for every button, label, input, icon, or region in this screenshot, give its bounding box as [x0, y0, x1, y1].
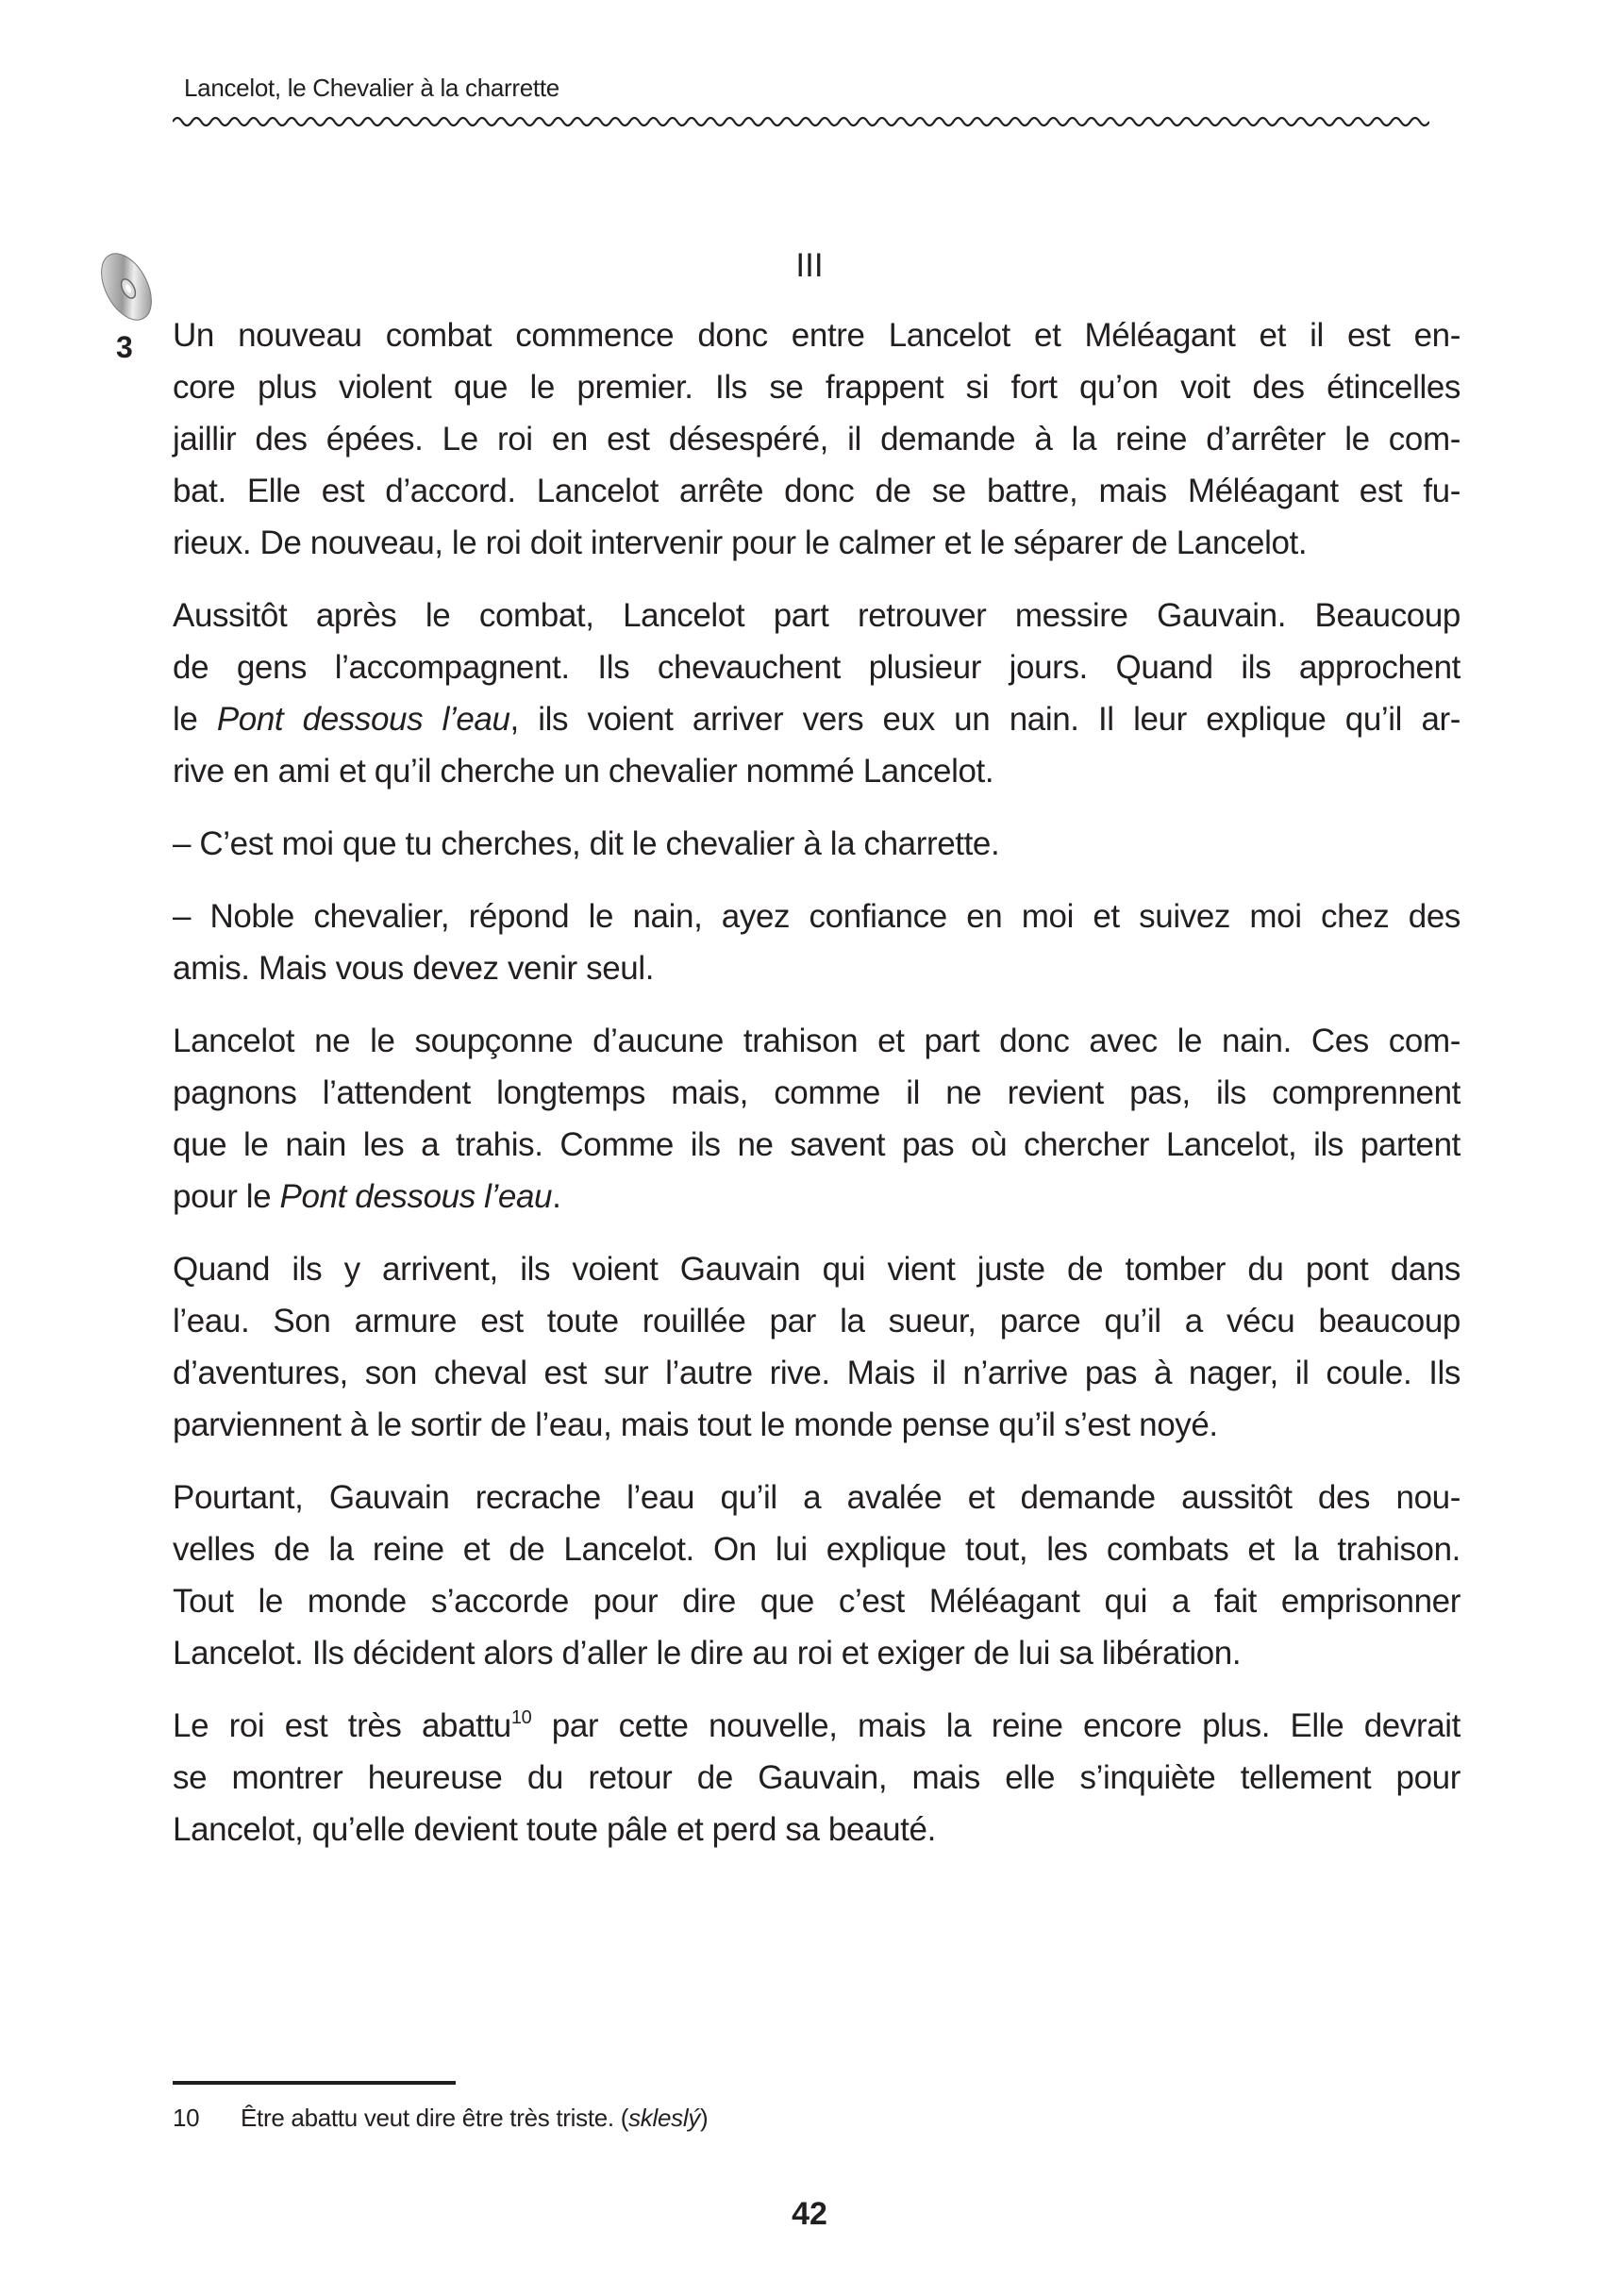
text-line — [173, 1523, 1460, 1575]
paragraph — [173, 890, 1460, 994]
footnote-rule — [173, 2081, 456, 2085]
text-segment: Lancelot. Ils décident alors d’aller le dire au roi et exiger de lui sa libération. — [173, 1635, 1242, 1672]
text-segment: Le roi est très abattu — [173, 1707, 511, 1744]
footnote — [173, 2104, 708, 2133]
text-line — [173, 1399, 1460, 1451]
text-segment: que le nain les a trahis. Comme ils ne savent pas où chercher Lancelot, ils partent — [173, 1126, 1460, 1163]
text-segment: parviennent à le sortir de l’eau, mais tout le monde pense qu’il s’est noyé. — [173, 1406, 1218, 1443]
text-line — [173, 1472, 1460, 1523]
paragraph — [173, 1243, 1460, 1451]
text-segment: se montrer heureuse du retour de Gauvain, mais elle s’inquiète tellement pour — [173, 1759, 1460, 1796]
text-line — [173, 361, 1460, 413]
text-segment: Aussitôt après le combat, Lancelot part retrouver messire Gauvain. Beaucoup — [173, 597, 1460, 634]
text-segment: Lancelot ne le soupçonne d’aucune trahison et part donc avec le nain. Ces com- — [173, 1023, 1460, 1059]
text-line — [173, 517, 1460, 569]
footnote-number: 10 — [173, 2104, 200, 2132]
text-line — [173, 890, 1460, 942]
text-line — [173, 1243, 1460, 1295]
text-line — [173, 641, 1460, 693]
text-line — [173, 590, 1460, 641]
text-line — [173, 465, 1460, 517]
text-segment: l’eau. Son armure est toute rouillée par la sueur, parce qu’il a vécu beaucoup — [173, 1303, 1460, 1339]
text-line — [173, 1627, 1460, 1679]
text-segment: Tout le monde s’accorde pour dire que c’est Méléagant qui a fait emprisonner — [173, 1583, 1460, 1620]
text-segment: pour le — [173, 1178, 280, 1215]
text-segment: amis. Mais vous devez venir seul. — [173, 950, 655, 987]
text-line — [173, 1171, 1460, 1223]
italic-text: Pont dessous l’eau — [279, 1178, 553, 1215]
text-line — [173, 745, 1460, 797]
text-line — [173, 413, 1460, 465]
text-line — [173, 1067, 1460, 1119]
paragraph — [173, 818, 1460, 870]
text-segment: bat. Elle est d’accord. Lancelot arrête donc de se battre, mais Méléagant est fu- — [173, 473, 1460, 509]
text-line — [173, 1700, 1460, 1752]
text-segment: d’aventures, son cheval est sur l’autre rive. Mais il n’arrive pas à nager, il coule. Ils — [173, 1355, 1460, 1391]
text-line — [173, 1119, 1460, 1171]
text-segment: rieux. De nouveau, le roi doit intervenir pour le calmer et le séparer de Lancelot. — [173, 524, 1308, 561]
footnote-reference: 10 — [510, 1707, 532, 1728]
footnote-text: Être abattu veut dire être très triste. ( — [241, 2104, 629, 2132]
text-line — [173, 309, 1460, 361]
footnote-close: ) — [700, 2104, 709, 2132]
text-segment: Pourtant, Gauvain recrache l’eau qu’il a avalée et demande aussitôt des nou- — [173, 1479, 1460, 1516]
body-text — [173, 309, 1460, 1876]
paragraph — [173, 309, 1460, 569]
text-segment: Quand ils y arrivent, ils voient Gauvain qui vient juste de tomber du pont dans — [173, 1251, 1460, 1288]
text-segment: Lancelot, qu’elle devient toute pâle et perd sa beauté. — [173, 1811, 936, 1848]
italic-text: Pont dessous l’eau — [216, 701, 510, 738]
text-line — [173, 1295, 1460, 1347]
text-line — [173, 1347, 1460, 1399]
text-segment: core plus violent que le premier. Ils se frappent si fort qu’on voit des étincelles — [173, 369, 1460, 406]
text-line — [173, 1575, 1460, 1627]
text-segment: Un nouveau combat commence donc entre Lancelot et Méléagant et il est en- — [173, 317, 1460, 354]
text-line — [173, 1752, 1460, 1804]
text-line — [173, 818, 1460, 870]
text-segment: – Noble chevalier, répond le nain, ayez confiance en moi et suivez moi chez des — [173, 898, 1460, 935]
text-segment: pagnons l’attendent longtemps mais, comme il ne revient pas, ils comprennent — [173, 1074, 1460, 1111]
text-segment: par cette nouvelle, mais la reine encore plus. Elle devrait — [531, 1707, 1460, 1744]
text-segment: jaillir des épées. Le roi en est désespéré, il demande à la reine d’arrêter le com- — [173, 421, 1460, 458]
paragraph — [173, 590, 1460, 797]
text-line — [173, 942, 1460, 994]
text-line — [173, 693, 1460, 745]
text-segment: de gens l’accompagnent. Ils chevauchent plusieur jours. Quand ils approchent — [173, 649, 1460, 686]
text-line — [173, 1015, 1460, 1067]
decorative-wavy-rule — [173, 111, 1429, 132]
running-header: Lancelot, le Chevalier à la charrette — [184, 74, 559, 102]
footnote-translation: skleslý — [628, 2104, 701, 2132]
chapter-number: III — [795, 247, 824, 284]
text-segment: – C’est moi que tu cherches, dit le chevalier à la charrette. — [173, 825, 1000, 862]
text-segment: velles de la reine et de Lancelot. On lui explique tout, les combats et la trahison. — [173, 1531, 1460, 1568]
text-segment: , ils voient arriver vers eux un nain. Il leur explique qu’il ar- — [509, 701, 1461, 738]
text-line — [173, 1804, 1460, 1855]
paragraph — [173, 1472, 1460, 1679]
audio-track-number: 3 — [116, 330, 133, 364]
page-number: 42 — [792, 2196, 827, 2232]
text-segment: . — [552, 1178, 561, 1215]
paragraph — [173, 1015, 1460, 1223]
text-segment: le — [173, 701, 217, 738]
text-segment: rive en ami et qu’il cherche un chevalier nommé Lancelot. — [173, 753, 994, 790]
paragraph — [173, 1700, 1460, 1855]
